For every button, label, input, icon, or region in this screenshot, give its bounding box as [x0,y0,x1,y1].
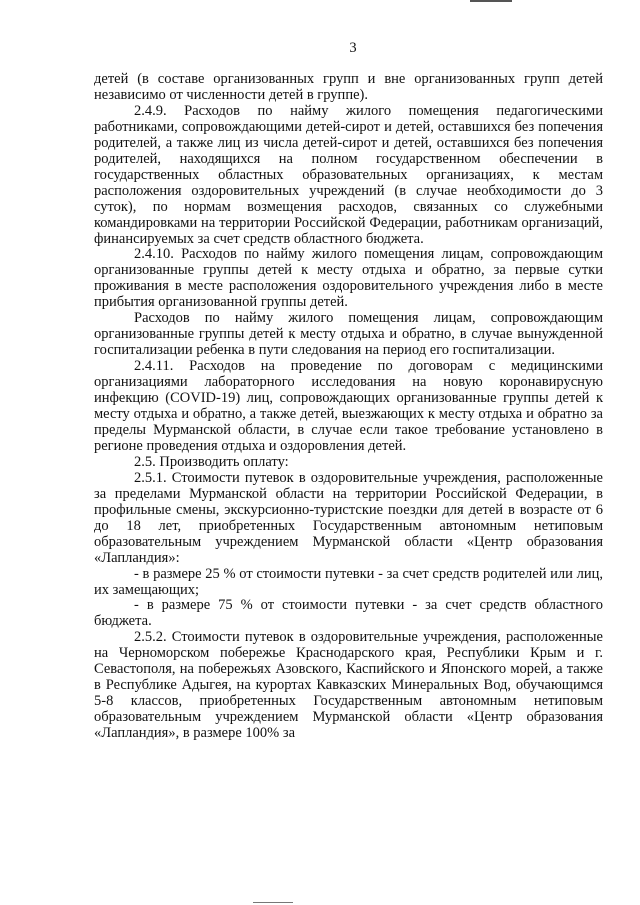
scan-mark-top [470,0,512,2]
document-body [94,72,603,742]
paragraph-2-5-1: 2.5.1. Стоимости путевок в оздоровительные учреждения, расположенные за пределами Мурманской области на территории Российской Федерации, в профильные смены, экскурсионно-туристские поездки для детей в возрасте от 6 до 18 лет, приобретенных Государственным автономным нетиповым образовательным учреждением Мурманской области «Центр образования «Лапландия»: [94,469,603,566]
paragraph-2-4-11: 2.4.11. Расходов на проведение по договорам с медицинскими организациями лабораторного исследования на новую коронавирусную инфекцию (COVID-19) лиц, сопровождающих организованные группы детей к месту отдыха и обратно, а также детей, выезжающих к месту отдыха и обратно за пределы Мурманской области, в случае если такое требование установлено в регионе проведения отдыха и оздоровления детей. [94,358,603,454]
paragraph-2-4-9: 2.4.9. Расходов по найму жилого помещения педагогическими работниками, сопровождающими детей-сирот и детей, оставшихся без попечения родителей, а также лиц из числа детей-сирот и детей, оставшихся без попечения родителей, находящихся на полном государственном обеспечении в государственных областных образовательных организациях, к местам расположения оздоровительных учреждений (в случае необходимости до 3 суток), по нормам возмещения расходов, связанных со служебными командировками на территории Российской Федерации, работникам организаций, финансируемых за счет средств областного бюджета. [94,102,603,247]
paragraph-2-5-2: 2.5.2. Стоимости путевок в оздоровительные учреждения, расположенные на Черноморском побережье Краснодарского края, Республики Крым и г. Севастополя, на побережьях Азовского, Каспийского и Японского морей, а также в Республике Адыгея, на курортах Кавказских Минеральных Вод, обучающимся 5-8 классов, приобретенных Государственным автономным нетиповым образовательным учреждением Мурманской области «Центр образования «Лапландия», в размере 100% за [94,629,603,742]
page-number: 3 [349,40,357,56]
scan-mark-bottom [253,902,293,903]
paragraph-2-5: 2.5. Производить оплату: [134,453,289,470]
paragraph-continuation: детей (в составе организованных групп и вне организованных групп детей независимо от численности детей в группе). [94,71,603,103]
paragraph-2-4-10: 2.4.10. Расходов по найму жилого помещения лицам, сопровождающим организованные группы детей к месту отдыха и обратно, за первые сутки проживания в месте расположения оздоровительного учреждения либо в месте прибытия организованной группы детей. [94,246,603,311]
paragraph-2-5-1-budget-share: - в размере 75 % от стоимости путевки - за счет средств областного бюджета. [94,597,603,630]
paragraph-2-5-1-parents-share: - в размере 25 % от стоимости путевки - за счет средств родителей или лиц, их замещающих; [94,565,603,598]
paragraph-2-4-10-hospitalization: Расходов по найму жилого помещения лицам, сопровождающим организованные группы детей к месту отдыха и обратно, в случае вынужденной госпитализации ребенка в пути следования на период его госпитализации. [94,310,603,359]
